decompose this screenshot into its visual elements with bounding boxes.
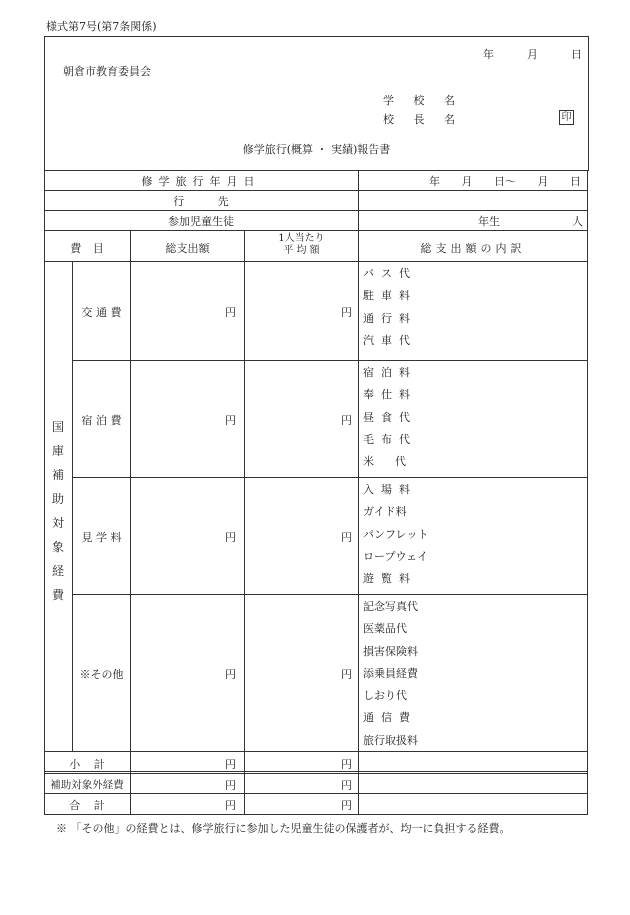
breakdown-item: 添乗員経費 xyxy=(363,666,418,680)
date-day-label: 日 xyxy=(571,48,582,61)
breakdown-list xyxy=(363,598,418,754)
date-year-label: 年 xyxy=(483,48,494,61)
group-label-char: 庫 xyxy=(51,444,64,458)
non-subsidy-average-yen: 円 xyxy=(341,779,352,792)
category-average-yen: 円 xyxy=(341,305,352,319)
participants-unit: 人 xyxy=(572,215,583,228)
breakdown-item: 宿 泊 料 xyxy=(363,366,410,379)
breakdown-item: ロープウェイ xyxy=(363,549,429,563)
report-form xyxy=(44,36,589,816)
column-total: 総支出額 xyxy=(165,242,210,255)
grand-total-average-yen: 円 xyxy=(341,799,352,812)
breakdown-item: 記念写真代 xyxy=(363,600,418,613)
addressee: 朝倉市教育委員会 xyxy=(63,65,151,78)
breakdown-item: 損害保険料 xyxy=(363,644,418,658)
breakdown-item: 通 信 費 xyxy=(363,711,410,725)
principal-name-label: 校 長 名 xyxy=(383,113,463,126)
form-header-box xyxy=(44,36,589,171)
group-label-char: 経 xyxy=(51,564,64,578)
category-total-yen: 円 xyxy=(225,667,236,681)
breakdown-item: 遊 覧 料 xyxy=(363,572,410,586)
participants-grade: 年生 xyxy=(478,215,500,228)
form-table-grid xyxy=(44,170,589,816)
breakdown-item: 奉 仕 料 xyxy=(363,388,410,402)
breakdown-item: ガイド料 xyxy=(363,505,407,519)
group-label-char: 助 xyxy=(51,492,64,506)
category-average-yen: 円 xyxy=(341,667,352,681)
non-subsidy-total-yen: 円 xyxy=(225,779,236,792)
category-total-yen: 円 xyxy=(225,530,236,544)
column-breakdown: 総支出額の内訳 xyxy=(420,242,526,255)
destination-label: 行 先 xyxy=(173,195,229,208)
breakdown-item: 汽 車 代 xyxy=(363,333,410,347)
breakdown-list xyxy=(363,481,428,592)
column-item: 費 目 xyxy=(70,242,104,255)
breakdown-item: 旅行取扱料 xyxy=(363,733,418,747)
grand-total-label: 合 計 xyxy=(69,799,105,812)
breakdown-item: しおり代 xyxy=(363,689,407,703)
grand-total-total-yen: 円 xyxy=(225,799,236,812)
subsidy-group-label xyxy=(50,415,66,607)
breakdown-item: 通 行 料 xyxy=(363,311,410,325)
category-total-yen: 円 xyxy=(225,305,236,319)
non-subsidy-label: 補助対象外経費 xyxy=(50,779,124,791)
category-total-yen: 円 xyxy=(225,413,236,427)
category-name: 交 通 費 xyxy=(81,305,122,319)
group-label-char: 費 xyxy=(51,588,64,602)
subtotal-average-yen: 円 xyxy=(341,758,352,771)
footnote: ※ 「その他」の経費とは、修学旅行に参加した児童生徒の保護者が、均一に負担する経費。 xyxy=(56,822,511,835)
group-label-char: 象 xyxy=(51,540,64,554)
trip-date-value: 年 月 日〜 月 日 xyxy=(429,175,581,188)
breakdown-item: 米 代 xyxy=(363,455,406,469)
breakdown-item: バ ス 代 xyxy=(363,267,410,280)
category-name: 見 学 料 xyxy=(81,530,122,544)
group-label-char: 対 xyxy=(51,516,64,530)
subtotal-total-yen: 円 xyxy=(225,758,236,771)
group-label-char: 国 xyxy=(51,420,64,434)
breakdown-item: 毛 布 代 xyxy=(363,432,410,446)
category-name: ※その他 xyxy=(79,667,124,681)
report-date xyxy=(483,46,582,62)
breakdown-list xyxy=(363,265,410,354)
category-name: 宿 泊 費 xyxy=(81,413,122,427)
subtotal-label: 小 計 xyxy=(69,758,105,771)
form-number-label: 様式第7号(第7条関係) xyxy=(46,20,157,33)
breakdown-item: 医薬品代 xyxy=(363,622,407,636)
breakdown-item: 昼 食 代 xyxy=(363,410,410,424)
group-label-char: 補 xyxy=(51,468,64,482)
breakdown-item: 駐 車 料 xyxy=(363,289,410,303)
column-average-line1: 1人当たり xyxy=(278,233,325,244)
trip-date-label: 修学旅行年月日 xyxy=(141,175,261,188)
category-average-yen: 円 xyxy=(341,413,352,427)
column-average-line2: 平 均 額 xyxy=(283,245,320,256)
breakdown-list xyxy=(363,364,410,475)
participants-label: 参加児童生徒 xyxy=(168,215,234,228)
category-average-yen: 円 xyxy=(341,530,352,544)
breakdown-item: 入 場 料 xyxy=(363,483,410,496)
school-name-label: 学 校 名 xyxy=(383,94,463,107)
breakdown-item: パンフレット xyxy=(363,527,429,541)
report-title: 修学旅行(概算 ・ 実績)報告書 xyxy=(242,143,391,156)
date-month-label: 月 xyxy=(527,48,538,61)
seal-mark: 印 xyxy=(559,110,574,125)
